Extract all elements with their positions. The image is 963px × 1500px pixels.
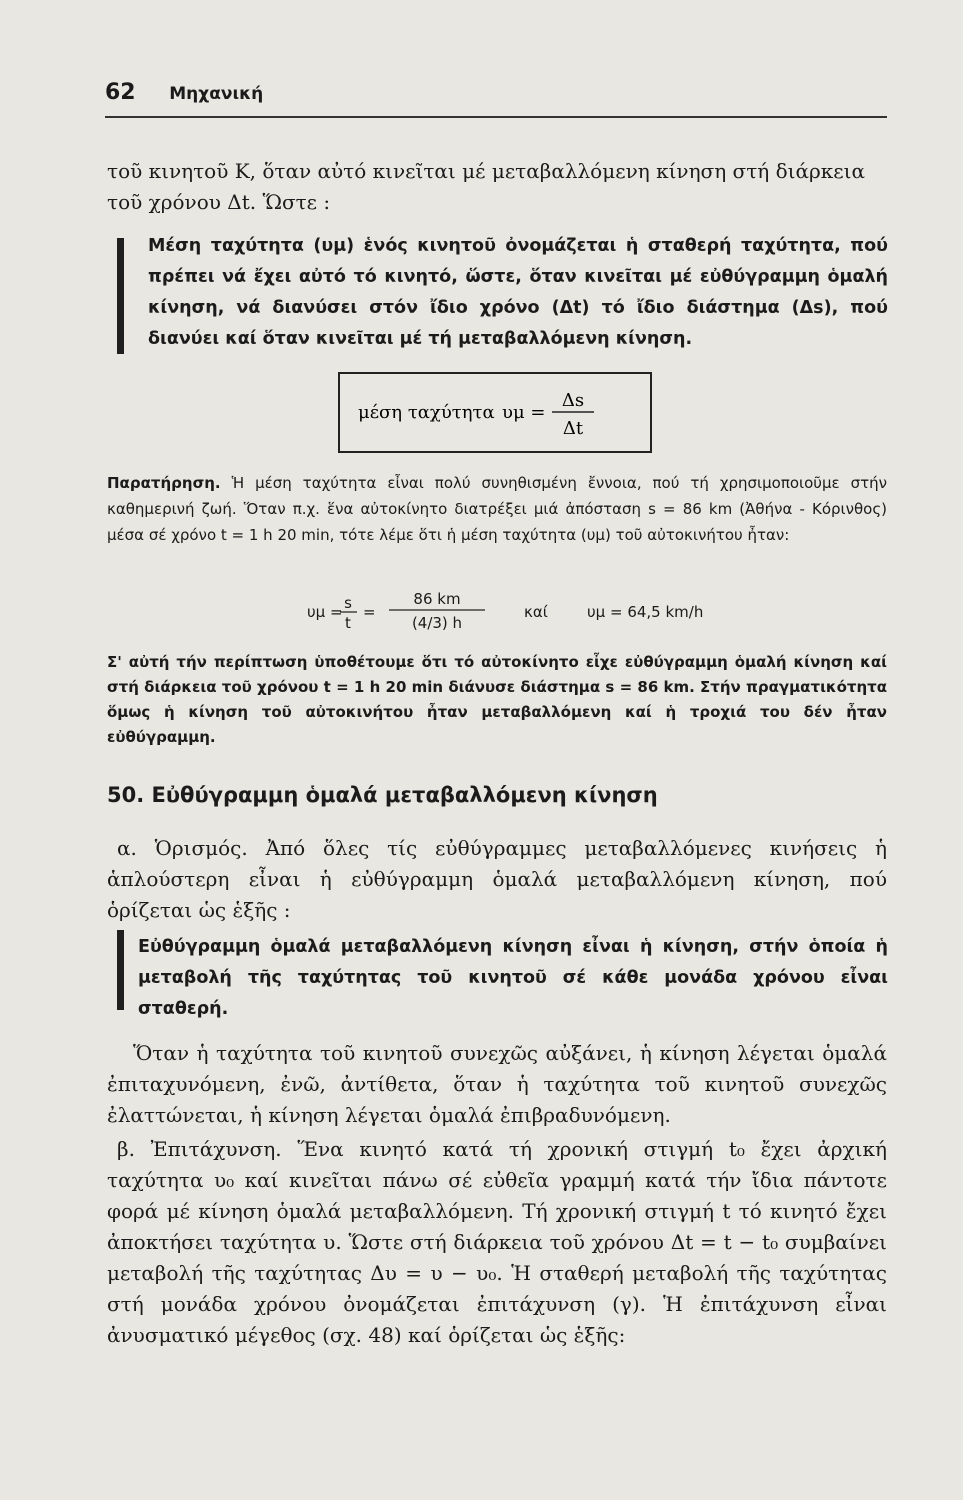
para-b-text: Ἕνα κινητό κατά τή χρονική στιγμή t₀ ἔχει ἀρχική ταχύτητα υ₀ καί κινεῖται πάνω σέ εὐθεῖα γραμμή κατά τήν ἴδια πάντοτε φορά μέ κίνηση ὁμαλά μεταβαλλόμενη. Τή χρονική στιγμή t τό κινητό ἔχει ἀποκτήσει ταχύτητα υ. Ὥστε στή διάρκεια τοῦ χρόνου Δt = t − t₀ συμβαίνει μεταβολή τῆς ταχύτητας Δυ = υ − υ₀. Ἡ σταθερή μεταβολή τῆς ταχύτητας στή μονάδα χρόνου ὀνομάζεται ἐπιτάχυνση (γ). Ἡ ἐπιτάχυνση εἶναι ἀνυσματικό μέγεθος (σχ. 48) καί ὁρίζεται ὡς ἑξῆς: (107, 1137, 888, 1347)
intro-line-2: τοῦ χρόνου Δt. Ὥστε : (107, 190, 331, 214)
paragraph-acceleration (107, 1134, 887, 1351)
formula-box (338, 372, 652, 453)
formula-numerator: Δs (561, 390, 585, 411)
remark-heading: Παρατήρηση. (107, 474, 221, 492)
page-header (105, 80, 263, 105)
formula-denominator: Δt (562, 418, 584, 439)
header-rule (105, 116, 887, 118)
para-a-text: Ἀπό ὅλες τίς εὐθύγραμμες μεταβαλλόμενες κινήσεις ἡ ἁπλούστερη εἶναι ἡ εὐθύγραμμη ὁμαλά μεταβαλλόμενη κίνηση, πού ὁρίζεται ὡς ἑξῆς : (107, 836, 887, 922)
para-b-heading: β. Ἐπιτάχυνση. (117, 1137, 282, 1161)
para-a-heading: α. Ὁρισμός. (117, 836, 248, 860)
definition-margin-bar (117, 238, 124, 354)
example-result: υμ = 64,5 km/h (587, 603, 704, 621)
definition-uniform-acceleration: Εὐθύγραμμη ὁμαλά μεταβαλλόμενη κίνηση εἶναι ἡ κίνηση, στήν ὁποία ἡ μεταβολή τῆς ταχύτητας τοῦ κινητοῦ σέ κάθε μονάδα χρόνου εἶναι σταθερή. (138, 937, 888, 1019)
example-frac1-den: t (345, 614, 351, 632)
example-eq: = (363, 603, 376, 621)
formula-svg (340, 374, 650, 451)
intro-paragraph (107, 156, 887, 218)
intro-line-1: τοῦ κινητοῦ Κ, ὅταν αὐτό κινεῖται μέ μεταβαλλόμενη κίνηση στή διάρκεια (107, 159, 865, 183)
paragraph-definition-intro (107, 833, 887, 926)
running-title: Μηχανική (169, 84, 264, 104)
example-formula (107, 590, 887, 634)
example-frac2-num: 86 km (413, 590, 461, 608)
example-formula-svg (107, 590, 887, 634)
remark-text: Ἡ μέση ταχύτητα εἶναι πολύ συνηθισμένη ἔννοια, πού τή χρησιμοποιοῦμε στήν καθημερινή ζωή. Ὅταν π.χ. ἕνα αὐτοκίνητο διατρέξει μιά ἀπόσταση s = 86 km (Ἀθήνα - Κόρινθος) μέσα σέ χρόνο t = 1 h 20 min, τότε λέμε ὅτι ἡ μέση ταχύτητα (υμ) τοῦ αὐτοκινήτου ἦταν: (107, 474, 887, 544)
example-frac2-den: (4/3) h (411, 614, 463, 632)
section-title: 50. Εὐθύγραμμη ὁμαλά μεταβαλλόμενη κίνηση (107, 783, 658, 807)
definition2-margin-bar (117, 930, 124, 1010)
formula-lhs: υμ = (502, 402, 546, 423)
remark-conclusion: Σ' αὐτή τήν περίπτωση ὑποθέτουμε ὅτι τό αὐτοκίνητο εἶχε εὐθύγραμμη ὁμαλή κίνηση καί στή διάρκεια τοῦ χρόνου t = 1 h 20 min διάνυσε διάστημα s = 86 km. Στήν πραγματικότητα ὅμως ἡ κίνηση τοῦ αὐτοκινήτου ἦταν μεταβαλλόμενη καί ἡ τροχιά του δέν ἦταν εὐθύγραμμη. (107, 653, 887, 746)
paragraph-accelerated: Ὅταν ἡ ταχύτητα τοῦ κινητοῦ συνεχῶς αὐξάνει, ἡ κίνηση λέγεται ὁμαλά ἐπιταχυνόμενη, ἐνῶ, ἀντίθετα, ὅταν ἡ ταχύτητα τοῦ κινητοῦ συνεχῶς ἐλαττώνεται, ἡ κίνηση λέγεται ὁμαλά ἐπιβραδυνόμενη. (107, 1041, 887, 1127)
example-frac1-num: s (344, 594, 352, 612)
definition-mean-velocity: Μέση ταχύτητα (υμ) ἑνός κινητοῦ ὀνομάζεται ἡ σταθερή ταχύτητα, πού πρέπει νά ἔχει αὐτό τό κινητό, ὥστε, ὅταν κινεῖται μέ εὐθύγραμμη ὁμαλή κίνηση, νά διανύσει στόν ἴδιο χρόνο (Δt) τό ἴδιο διάστημα (Δs), πού διανύει καί ὅταν κινεῖται μέ τή μεταβαλλόμενη κίνηση. (148, 236, 888, 349)
page-number: 62 (105, 80, 136, 105)
example-lhs: υμ = (307, 603, 343, 621)
remark-paragraph (107, 470, 887, 548)
formula-label: μέση ταχύτητα (358, 402, 495, 423)
example-conj: καί (524, 603, 548, 621)
